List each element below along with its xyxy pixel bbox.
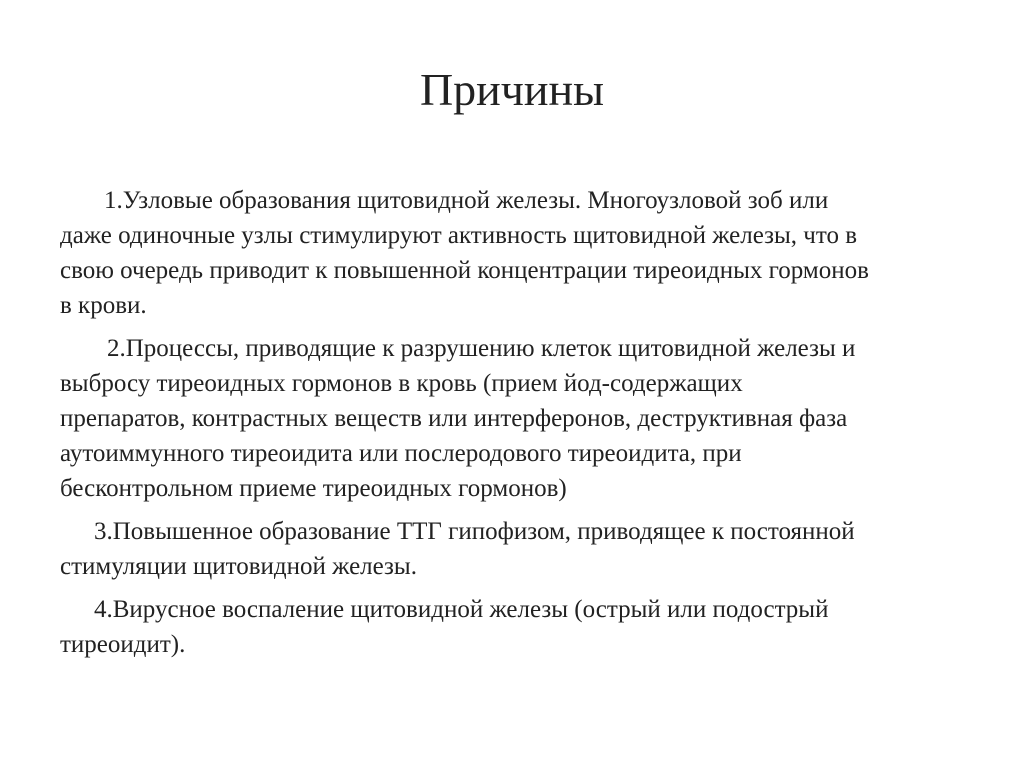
text-line: 2.Процессы, приводящие к разрушению клеток щитовидной железы и: [107, 335, 856, 362]
cause-paragraph-3: [60, 514, 972, 584]
text-line: бесконтрольном приеме тиреоидных гормонов): [60, 475, 567, 502]
cause-paragraph-1: [60, 183, 972, 323]
slide-title: Причины: [419, 64, 605, 115]
text-line: 3.Повышенное образование ТТГ гипофизом, приводящее к постоянной: [94, 518, 855, 545]
text-line: выбросу тиреоидных гормонов в кровь (прием йод-содержащих: [60, 370, 743, 397]
cause-paragraph-2: [60, 331, 972, 506]
slide-body: [60, 183, 972, 670]
text-line: даже одиночные узлы стимулируют активность щитовидной железы, что в: [60, 222, 858, 249]
text-line: свою очередь приводит к повышенной концентрации тиреоидных гормонов: [60, 257, 869, 284]
text-line: тиреоидит).: [60, 631, 186, 658]
text-line: аутоиммунного тиреоидита или послеродового тиреоидита, при: [60, 440, 742, 467]
text-line: 1.Узловые образования щитовидной железы. Многоузловой зоб или: [104, 187, 829, 214]
text-line: препаратов, контрастных веществ или интерферонов, деструктивная фаза: [60, 405, 848, 432]
text-line: в крови.: [60, 292, 147, 319]
text-line: 4.Вирусное воспаление щитовидной железы (острый или подострый: [94, 596, 829, 623]
cause-paragraph-4: [60, 592, 972, 662]
text-line: стимуляции щитовидной железы.: [60, 553, 417, 580]
